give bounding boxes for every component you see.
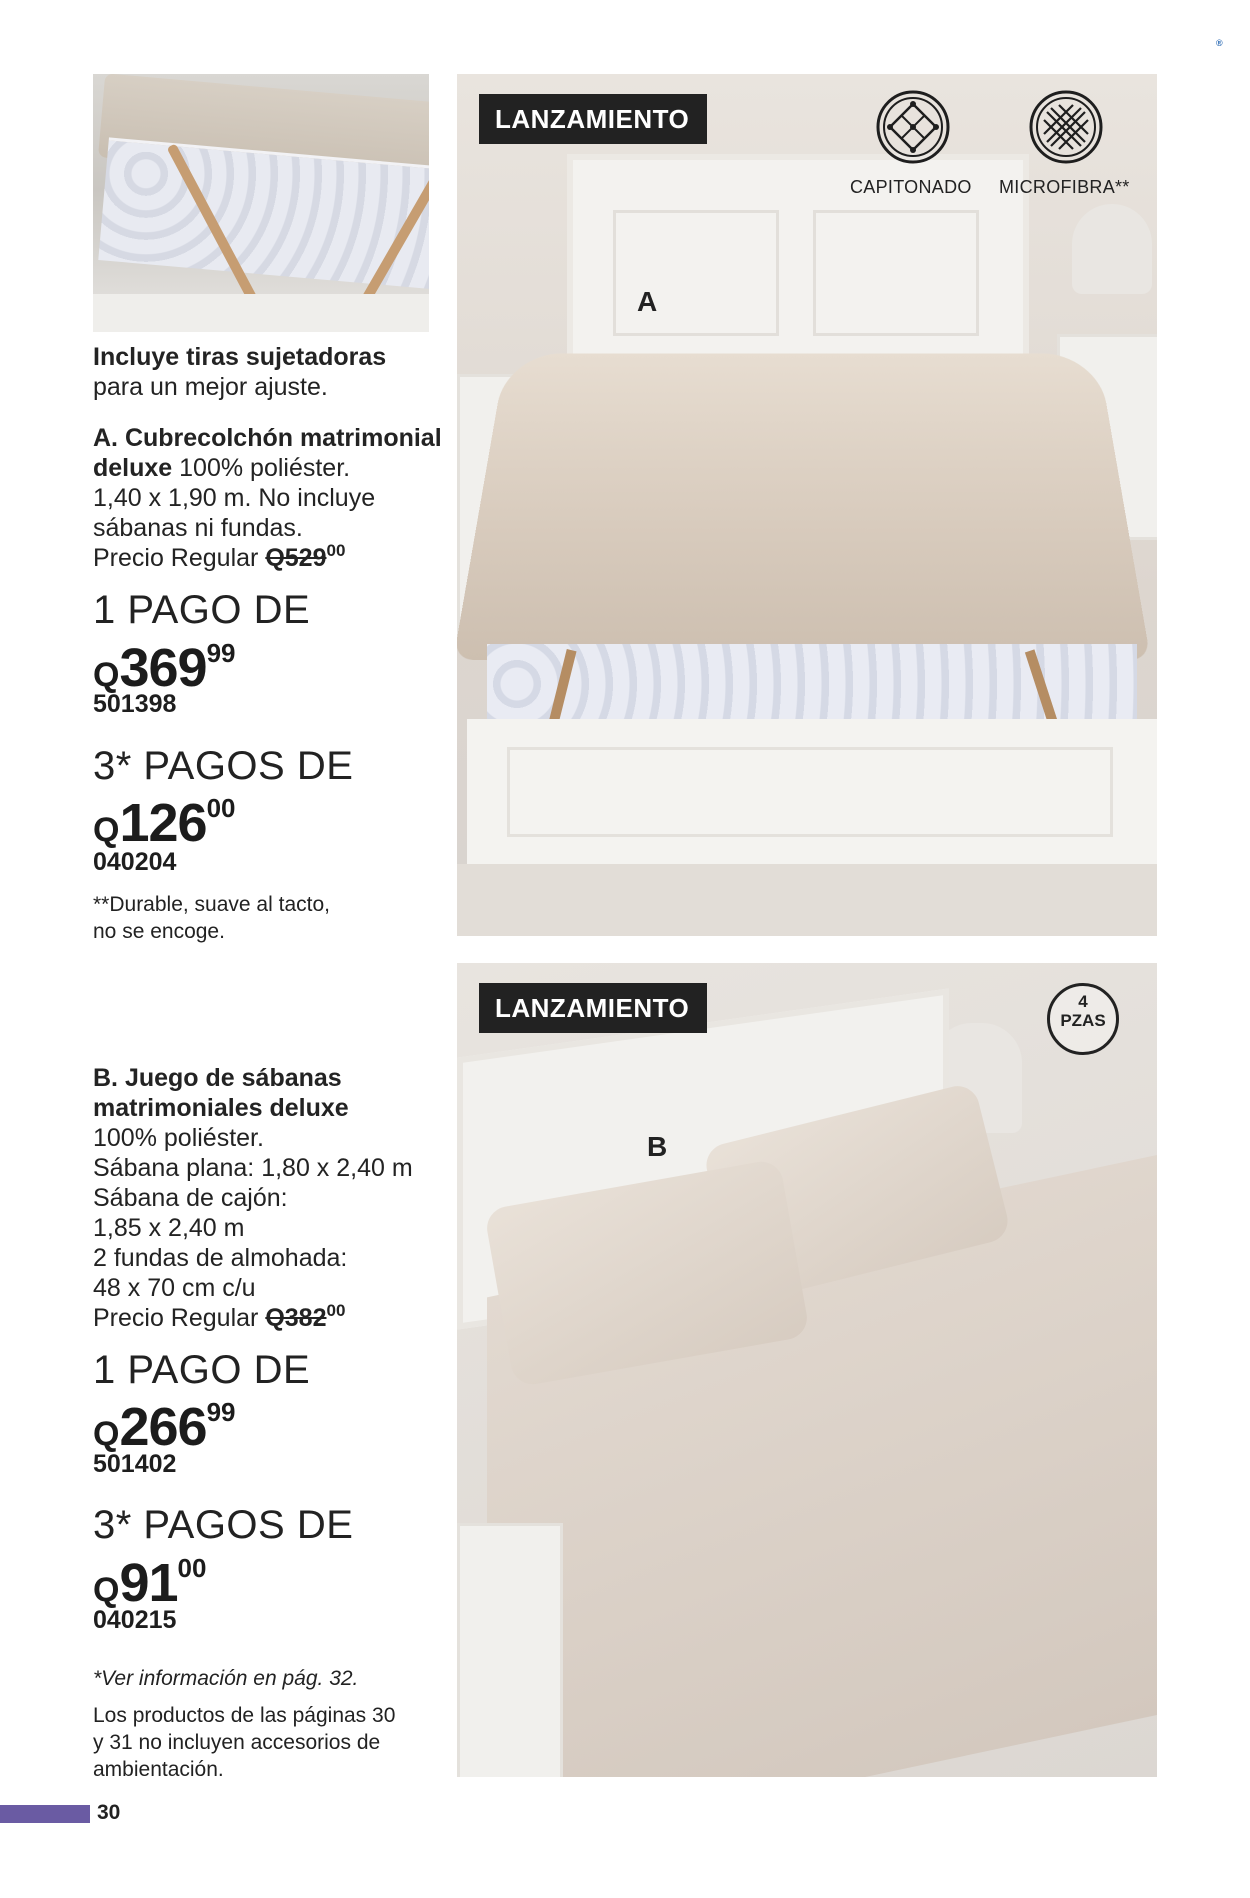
detail-caption-line1: Incluye tiras sujetadoras	[93, 343, 387, 371]
product-b-desc-line: 48 x 70 cm c/u	[93, 1274, 256, 1302]
product-a-photo	[457, 74, 1157, 936]
currency: Q	[93, 1415, 120, 1453]
lamp	[1072, 204, 1152, 294]
product-b-desc-line: Sábana plana: 1,80 x 2,40 m	[93, 1154, 413, 1182]
page-accent-bar	[0, 1805, 90, 1823]
product-a-desc-line3: 1,40 x 1,90 m. No incluye	[93, 484, 376, 512]
product-a-desc-line4: sábanas ni fundas.	[93, 514, 303, 542]
detail-caption-line2: para un mejor ajuste.	[93, 373, 328, 401]
price-amount: 369	[119, 638, 207, 698]
product-b-desc-line: 100% poliéster.	[93, 1124, 264, 1152]
product-b-desc-line: 2 fundas de almohada:	[93, 1244, 348, 1272]
bed-frame	[93, 294, 429, 332]
product-b-three-payments-code: 040215	[93, 1606, 177, 1634]
regular-price-value: Q382	[265, 1304, 327, 1332]
pieces-badge	[1047, 983, 1119, 1055]
product-b-title-line2: matrimoniales deluxe	[93, 1094, 349, 1122]
registered-mark: ®	[1216, 38, 1223, 48]
product-b-one-payment-code: 501402	[93, 1450, 177, 1478]
product-b-regular-price	[93, 1303, 345, 1336]
microfiber-icon	[1029, 90, 1103, 164]
price-cents: 99	[206, 1397, 236, 1427]
regular-price-label: Precio Regular	[93, 1304, 266, 1332]
regular-price-cents: 00	[326, 541, 346, 560]
product-a-one-payment-label: 1 PAGO DE	[93, 588, 311, 632]
footboard-panel	[507, 747, 1113, 837]
product-a-three-payments-price	[93, 792, 235, 854]
footboard	[467, 719, 1157, 877]
product-a-title-end: deluxe	[93, 454, 173, 482]
pieces-number: 4	[1078, 992, 1088, 1011]
product-a-letter: A	[637, 286, 658, 317]
regular-price-cents: 00	[326, 1301, 346, 1320]
product-b-desc-line: Sábana de cajón:	[93, 1184, 288, 1212]
product-b-photo	[457, 963, 1157, 1777]
product-a-desc-line2	[93, 453, 350, 483]
feature-label-microfibra: MICROFIBRA**	[999, 177, 1130, 197]
price-cents: 99	[206, 638, 236, 668]
price-cents: 00	[206, 793, 236, 823]
disclaimer-line: Los productos de las páginas 30	[93, 1704, 396, 1727]
mattress-topper	[457, 353, 1151, 659]
product-b-one-payment-price	[93, 1396, 235, 1458]
product-b-three-payments-label: 3* PAGOS DE	[93, 1503, 354, 1547]
floor	[457, 864, 1157, 936]
price-cents: 00	[177, 1553, 207, 1583]
page-number: 30	[97, 1801, 121, 1824]
info-note: *Ver información en pág. 32.	[93, 1667, 359, 1690]
product-a-title: A. Cubrecolchón matrimonial	[93, 424, 442, 452]
launch-badge: LANZAMIENTO	[479, 94, 707, 144]
currency: Q	[93, 811, 120, 849]
regular-price-label: Precio Regular	[93, 544, 266, 572]
product-a-one-payment-code: 501398	[93, 690, 177, 718]
currency: Q	[93, 656, 120, 694]
feature-label-capitonado: CAPITONADO	[850, 177, 972, 197]
disclaimer-line: y 31 no incluyen accesorios de	[93, 1731, 381, 1754]
product-b-letter: B	[647, 1131, 668, 1162]
launch-badge: LANZAMIENTO	[479, 983, 707, 1033]
product-a-regular-price	[93, 543, 345, 576]
product-b-title-line1: B. Juego de sábanas	[93, 1064, 342, 1092]
price-amount: 126	[119, 793, 207, 853]
product-a-footnote-line1: **Durable, suave al tacto,	[93, 893, 330, 916]
price-amount: 266	[119, 1397, 207, 1457]
product-a-material: 100% poliéster.	[172, 454, 351, 482]
product-a-footnote-line2: no se encoge.	[93, 920, 225, 943]
headboard-panel	[813, 210, 979, 336]
currency: Q	[93, 1571, 120, 1609]
product-a-three-payments-label: 3* PAGOS DE	[93, 744, 354, 788]
topper-detail-photo	[93, 74, 429, 332]
price-amount: 91	[119, 1553, 178, 1613]
product-b-one-payment-label: 1 PAGO DE	[93, 1348, 311, 1392]
product-b-desc-line: 1,85 x 2,40 m	[93, 1214, 245, 1242]
pieces-label: PZAS	[1060, 1011, 1106, 1030]
nightstand	[457, 1523, 563, 1777]
regular-price-value: Q529	[265, 544, 327, 572]
quilted-icon	[876, 90, 950, 164]
product-b-three-payments-price	[93, 1552, 206, 1614]
product-a-three-payments-code: 040204	[93, 848, 177, 876]
disclaimer-line: ambientación.	[93, 1758, 224, 1781]
